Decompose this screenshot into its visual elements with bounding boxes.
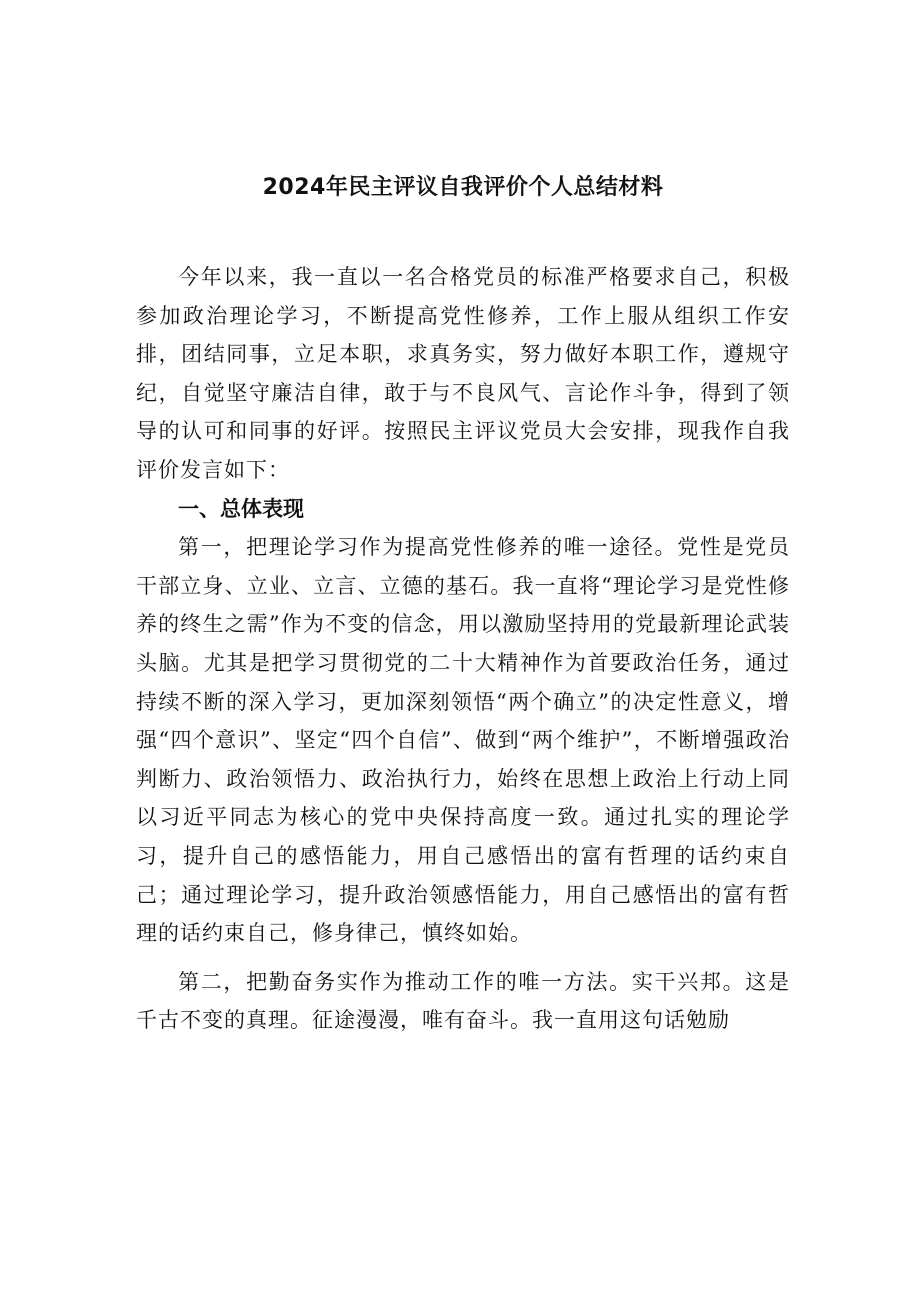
paragraph-theory-study: 第一，把理论学习作为提高党性修养的唯一途径。党性是党员干部立身、立业、立言、立德的基石。我一直将“理论学习是党性修养的终生之需”作为不变的信念，用以激励坚持用的党最新理论武装头脑。尤其是把学习贯彻党的二十大精神作为首要政治任务，通过持续不断的深入学习，更加深刻领悟“两个确立”的决定性意义，增强“四个意识”、坚定“四个自信”、做到“两个维护”，不断增强政治判断力、政治领悟力、政治执行力，始终在思想上政治上行动上同以习近平同志为核心的党中央保持高度一致。通过扎实的理论学习，提升自己的感悟能力，用自己感悟出的富有哲理的话约束自己；通过理论学习，提升政治领感悟能力，用自己感悟出的富有哲理的话约束自己，修身律己，慎终如始。 bbox=[136, 535, 790, 946]
section-heading-overall: 一、总体表现 bbox=[178, 496, 304, 521]
intro-paragraph: 今年以来，我一直以一名合格党员的标准严格要求自己，积极参加政治理论学习，不断提高党性修养，工作上服从组织工作安排，团结同事，立足本职，求真务实，努力做好本职工作，遵规守纪，自觉坚守廉洁自律，敢于与不良风气、言论作斗争，得到了领导的认可和同事的好评。按照民主评议党员大会安排，现我作自我评价发言如下： bbox=[136, 265, 790, 482]
document-page bbox=[136, 168, 790, 1040]
document-title: 2024年民主评议自我评价个人总结材料 bbox=[262, 175, 664, 200]
paragraph-diligent-work: 第二，把勤奋务实作为推动工作的唯一方法。实干兴邦。这是千古不变的真理。征途漫漫，唯有奋斗。我一直用这句话勉励 bbox=[136, 969, 790, 1033]
